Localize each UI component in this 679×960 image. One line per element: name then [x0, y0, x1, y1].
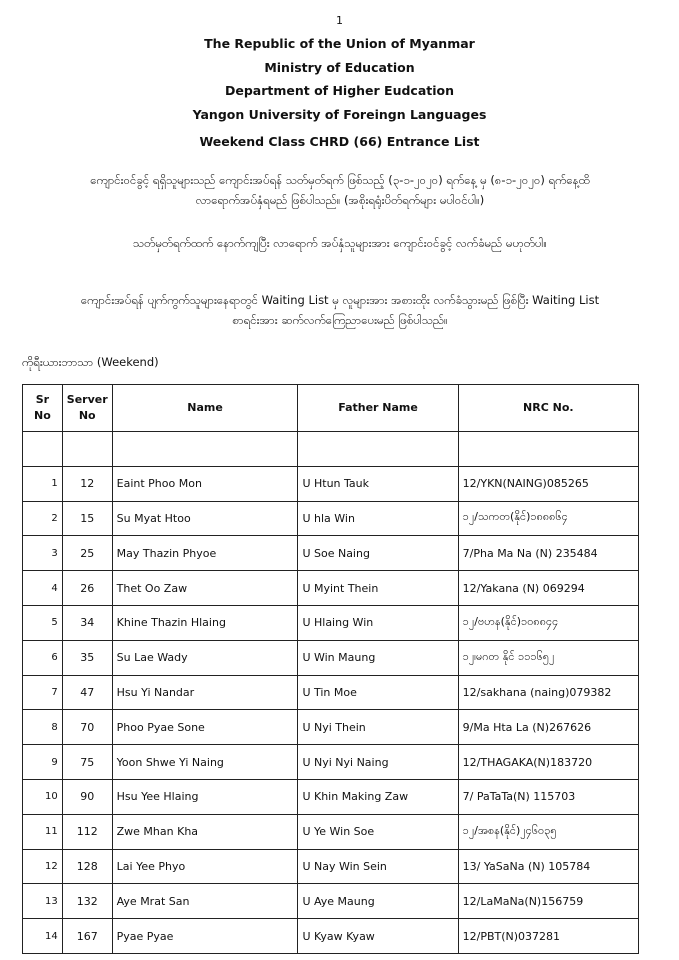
spacer-cell	[23, 432, 63, 467]
name-cell: Su Myat Htoo	[112, 501, 298, 536]
table-row	[23, 605, 639, 640]
father-name-cell: U Nyi Thein	[298, 710, 458, 745]
table-row	[23, 466, 639, 501]
name-cell: Eaint Phoo Mon	[112, 466, 298, 501]
sr-no-cell: 8	[23, 710, 63, 745]
table-spacer-row	[23, 432, 639, 467]
sr-no-cell: 6	[23, 640, 63, 675]
list-title: Weekend Class CHRD (66) Entrance List	[199, 134, 480, 149]
table-row	[23, 571, 639, 606]
father-name-cell: U hla Win	[298, 501, 458, 536]
document-header	[0, 32, 679, 154]
table-row	[23, 745, 639, 780]
department-title: Department of Higher Eudcation	[224, 83, 455, 98]
server-no-cell: 70	[62, 710, 112, 745]
table-row	[23, 779, 639, 814]
server-no-cell: 128	[62, 849, 112, 884]
col-header-sr-no: Sr No	[23, 385, 63, 432]
server-no-cell: 47	[62, 675, 112, 710]
table-row	[23, 884, 639, 919]
sr-no-cell: 12	[23, 849, 63, 884]
table-row	[23, 710, 639, 745]
nrc-no-cell: 12/PBT(N)037281	[458, 919, 638, 954]
name-cell: Pyae Pyae	[112, 919, 298, 954]
entrance-list-table	[22, 384, 639, 954]
name-cell: Hsu Yee Hlaing	[112, 779, 298, 814]
waiting-list-notice	[30, 290, 650, 330]
spacer-cell	[112, 432, 298, 467]
nrc-no-cell: 7/ PaTaTa(N) 115703	[458, 779, 638, 814]
name-cell: Lai Yee Phyo	[112, 849, 298, 884]
father-name-cell: U Aye Maung	[298, 884, 458, 919]
father-name-cell: U Nyi Nyi Naing	[298, 745, 458, 780]
sr-no-cell: 7	[23, 675, 63, 710]
section-label: ကိုရီးယားဘာသာ (Weekend)	[22, 355, 159, 369]
father-name-cell: U Kyaw Kyaw	[298, 919, 458, 954]
server-no-cell: 112	[62, 814, 112, 849]
sr-no-cell: 2	[23, 501, 63, 536]
sr-no-cell: 1	[23, 466, 63, 501]
father-name-cell: U Win Maung	[298, 640, 458, 675]
name-cell: May Thazin Phyoe	[112, 536, 298, 571]
sr-no-cell: 9	[23, 745, 63, 780]
name-cell: Zwe Mhan Kha	[112, 814, 298, 849]
spacer-cell	[62, 432, 112, 467]
sr-no-cell: 10	[23, 779, 63, 814]
nrc-no-cell: 13/ YaSaNa (N) 105784	[458, 849, 638, 884]
father-name-cell: U Myint Thein	[298, 571, 458, 606]
col-header-server-no	[62, 385, 112, 432]
notice-line: ကျောင်းဝင်ခွင့် ရရှိသူများသည် ကျောင်းအပ်ရန် သတ်မှတ်ရက် ဖြစ်သည့် (၃-၁-၂၀၂၀) ရက်နေ့ မှ (၈-၁-၂၀၂၀) ရက်နေ့ထိ	[90, 173, 590, 187]
server-no-cell: 34	[62, 605, 112, 640]
name-cell: Phoo Pyae Sone	[112, 710, 298, 745]
col-header-server-no-line1: Server	[66, 393, 108, 406]
nrc-no-cell: ၁၂/သကတ(နိုင်)၁၈၈၈၆၄	[458, 501, 638, 536]
notice-line: သတ်မှတ်ရက်ထက် နောက်ကျပြီး လာရောက် အပ်နှံသူများအား ကျောင်းဝင်ခွင့် လက်ခံမည် မဟုတ်ပါ။	[133, 236, 547, 250]
server-no-cell: 90	[62, 779, 112, 814]
notice-line: စာရင်းအား ဆက်လက်ကြေညာပေးမည် ဖြစ်ပါသည်။	[232, 313, 448, 327]
server-no-cell: 26	[62, 571, 112, 606]
col-header-server-no-line2: No	[78, 409, 96, 422]
nrc-no-cell: 12/sakhana (naing)079382	[458, 675, 638, 710]
nrc-no-cell: 12/Yakana (N) 069294	[458, 571, 638, 606]
notice-line: ကျောင်းအပ်ရန် ပျက်ကွက်သူများနေရာတွင် Waiting List မှ လူများအား အစားထိုး လက်ခံသွားမည် ဖြစ်ပြီး Waiting List	[80, 293, 600, 307]
spacer-cell	[458, 432, 638, 467]
name-cell: Thet Oo Zaw	[112, 571, 298, 606]
nrc-no-cell: ၁၂၊မဂတ နိုင် ၁၁၁၆၅၂	[458, 640, 638, 675]
nrc-no-cell: 12/THAGAKA(N)183720	[458, 745, 638, 780]
father-name-cell: U Khin Making Zaw	[298, 779, 458, 814]
nrc-no-cell: ၁၂/အစန(နိုင်)၂၄၆၀၃၅	[458, 814, 638, 849]
father-name-cell: U Ye Win Soe	[298, 814, 458, 849]
table-row	[23, 501, 639, 536]
sr-no-cell: 13	[23, 884, 63, 919]
nrc-no-cell: ၁၂/ဗဟန(နိုင်)၁၀၈၈၄၄	[458, 605, 638, 640]
col-header-nrc-no: NRC No.	[458, 385, 638, 432]
name-cell: Hsu Yi Nandar	[112, 675, 298, 710]
name-cell: Aye Mrat San	[112, 884, 298, 919]
university-title: Yangon University of Foreingn Languages	[192, 106, 487, 122]
page-number: 1	[336, 14, 343, 27]
father-name-cell: U Tin Moe	[298, 675, 458, 710]
server-no-cell: 35	[62, 640, 112, 675]
sr-no-cell: 11	[23, 814, 63, 849]
server-no-cell: 12	[62, 466, 112, 501]
server-no-cell: 132	[62, 884, 112, 919]
nrc-no-cell: 12/LaMaNa(N)156759	[458, 884, 638, 919]
table-row	[23, 675, 639, 710]
late-arrival-notice	[30, 233, 650, 253]
sr-no-cell: 14	[23, 919, 63, 954]
table-row	[23, 814, 639, 849]
sr-no-cell: 5	[23, 605, 63, 640]
ministry-title: Ministry of Education	[264, 59, 415, 75]
father-name-cell: U Htun Tauk	[298, 466, 458, 501]
country-title: The Republic of the Union of Myanmar	[204, 36, 475, 51]
notice-line: လာရောက်အပ်နှံရမည် ဖြစ်ပါသည်။ (အစိုးရရုံးပိတ်ရက်များ မပါဝင်ပါ။)	[195, 193, 485, 207]
table-row	[23, 849, 639, 884]
spacer-cell	[298, 432, 458, 467]
table-row	[23, 919, 639, 954]
name-cell: Yoon Shwe Yi Naing	[112, 745, 298, 780]
father-name-cell: U Hlaing Win	[298, 605, 458, 640]
server-no-cell: 25	[62, 536, 112, 571]
sr-no-cell: 4	[23, 571, 63, 606]
sr-no-cell: 3	[23, 536, 63, 571]
col-header-father-name: Father Name	[298, 385, 458, 432]
enrollment-date-notice	[30, 170, 650, 210]
nrc-no-cell: 9/Ma Hta La (N)267626	[458, 710, 638, 745]
nrc-no-cell: 7/Pha Ma Na (N) 235484	[458, 536, 638, 571]
server-no-cell: 167	[62, 919, 112, 954]
name-cell: Khine Thazin Hlaing	[112, 605, 298, 640]
nrc-no-cell: 12/YKN(NAING)085265	[458, 466, 638, 501]
server-no-cell: 15	[62, 501, 112, 536]
table-header-row	[23, 385, 639, 432]
father-name-cell: U Soe Naing	[298, 536, 458, 571]
col-header-name: Name	[112, 385, 298, 432]
father-name-cell: U Nay Win Sein	[298, 849, 458, 884]
server-no-cell: 75	[62, 745, 112, 780]
table-row	[23, 536, 639, 571]
table-row	[23, 640, 639, 675]
name-cell: Su Lae Wady	[112, 640, 298, 675]
